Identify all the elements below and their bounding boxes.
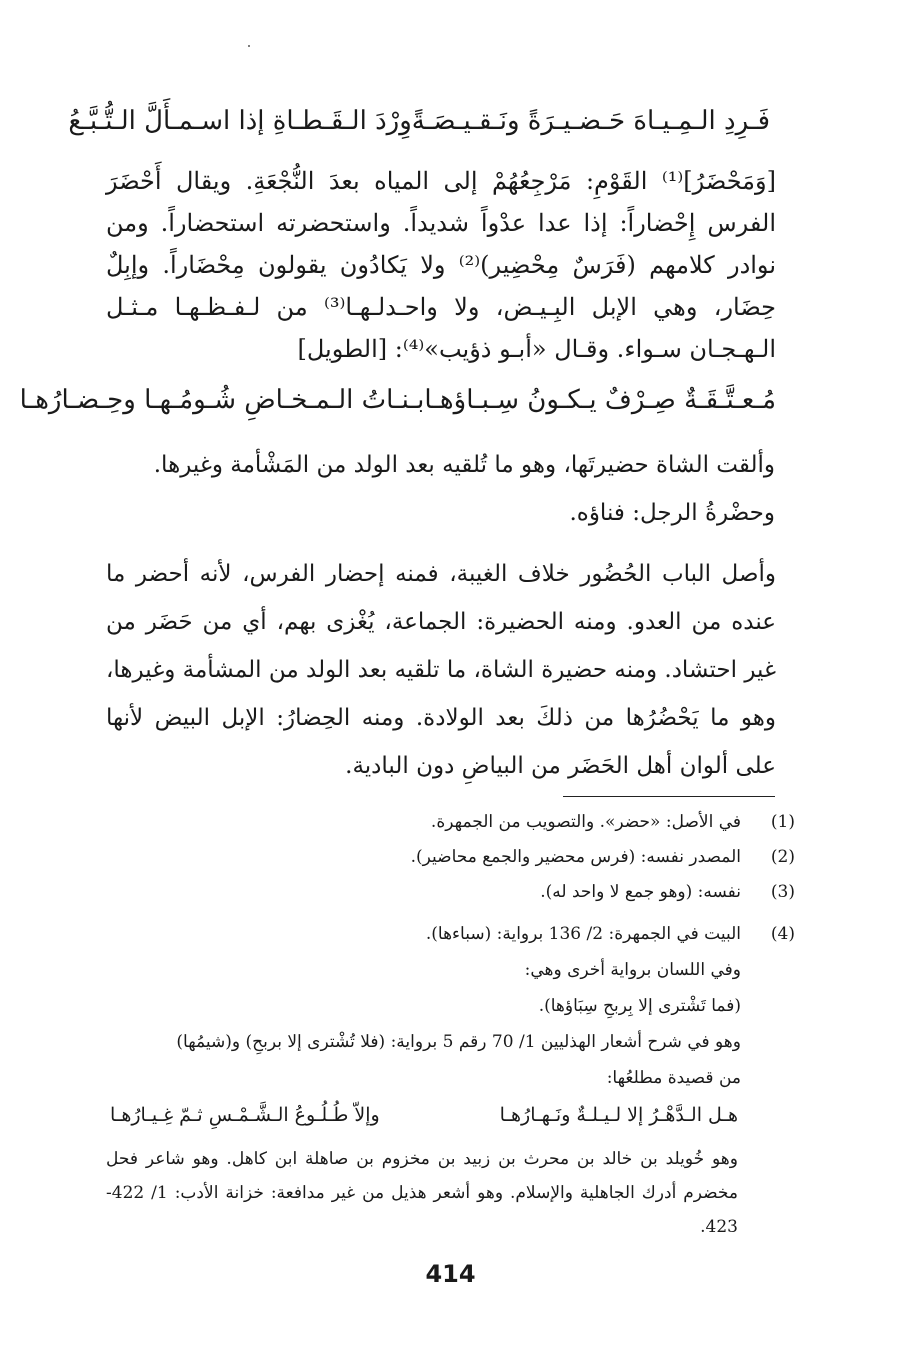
footnote-3 — [540, 882, 795, 902]
paragraph-1 — [106, 160, 776, 370]
footnote-3-number: (3) — [770, 882, 795, 902]
footnote-1 — [431, 812, 795, 832]
verse-2-left-hemistich: بـنـاتُ الـمـخـاضِ شُـومُـهـا وحِـضـارُهـا — [19, 385, 425, 415]
text-line-shat: وألقت الشاة حضيرتَها، وهو ما تُلقيه بعد الولد من المَشْأمة وغيرها. — [153, 452, 775, 478]
paragraph-1-text: [وَمَحْضَرُ]⁽¹⁾ القَوْمِ: مَرْجِعُهُمْ إلى المياه بعدَ النُّجْعَةِ. ويقال أَحْضَرَ الفرس إِحْضاراً: إذا عدا عدْواً شديداً. واستحضرته استحضاراً. ومن نوادر كلامهم (فَرَسٌ مِحْضِير)⁽²⁾ ولا يَكادُون يقولون مِحْضَاراً. وإبِلٌ حِضَار، وهي الإبل البِـيـض، ولا واحـدلـهـا⁽³⁾ من لـفـظـهـا مـثـل الـهـجـان سـواء. وقـال «أبـو ذؤيب»⁽⁴⁾: [الطويل] — [106, 167, 776, 363]
verse-2-right-hemistich: مُـعـتَّـقَـةٌ صِـرْفٌ يـكـونُ سِـبـاؤهـا — [424, 385, 776, 415]
footnote-4-biography-text: وهو خُويلد بن خالد بن محرث بن زبيد بن مخزوم بن صاهلة ابن كاهل. وهو شاعر فحل مخضرم أدرك الجاهلية والإسلام. وهو أشعر هذيل من غير مدافعة: خزانة الأدب: 1/ 422- 423. — [106, 1149, 738, 1237]
footnote-4-biography — [106, 1142, 738, 1244]
footnote-separator — [563, 796, 775, 797]
footnote-2-text: المصدر نفسه: (فرس محضير والجمع محاضير). — [410, 847, 741, 867]
footnote-4-line-3: وهو في شرح أشعار الهذليين 1/ 70 رقم 5 برواية: (فلا تُشْترى إلا بربحِ) و(شيمُها) — [176, 1032, 741, 1052]
footnote-verse — [110, 1104, 738, 1126]
text-line-hadra: وحضْرةُ الرجل: فناؤه. — [569, 500, 775, 526]
verse-1-left-hemistich: وِرْدَ الـقَـطـاةِ إذا اسـمـأَلَّ الـتُّـبَّـعُ — [68, 106, 412, 136]
paragraph-2 — [106, 550, 776, 790]
verse-line-1 — [68, 106, 770, 136]
footnote-4-line-4: من قصيدة مطلعُها: — [606, 1068, 741, 1088]
footnote-4-line-1: وفي اللسان برواية أخرى وهي: — [524, 960, 741, 980]
footnote-2 — [411, 847, 795, 867]
scan-speck — [248, 45, 250, 47]
footnote-1-number: (1) — [770, 812, 795, 832]
footnote-4-text: البيت في الجمهرة: 2/ 136 برواية: (سباءها). — [425, 924, 741, 944]
footnote-verse-left-hemistich: وإلاّ طُـلُـوعُ الـشَّـمْـسِ ثـمّ غِـيـارُهـا — [110, 1104, 380, 1126]
footnote-3-text: نفسه: (وهو جمع لا واحد له). — [540, 882, 741, 902]
verse-line-2 — [19, 385, 776, 415]
paragraph-2-text: وأصل الباب الحُضُور خلاف الغيبة، فمنه إحضار الفرس، لأنه أحضر ما عنده من العدو. ومنه الحضيرة: الجماعة، يُغْزى بهم، أي من حَضَر من غير احتشاد. ومنه حضيرة الشاة، ما تلقيه بعد الولد من المشأمة وغيرها، وهو ما يَحْضُرُها من ذلكَ بعد الولادة. ومنه الحِضارُ: الإبل البيض لأنها على ألوان أهل الحَضَر من البياضِ دون البادية. — [106, 561, 776, 779]
footnote-1-text: في الأصل: «حضر». والتصويب من الجمهرة. — [430, 812, 741, 832]
footnote-4-line-2: (فما تَشْترى إلا بِربحِ سِبَاؤها). — [538, 996, 741, 1016]
verse-1-right-hemistich: فَـرِدِ الـمِـيـاهَ حَـضـيـرَةً ونَـقـيـصَـةً — [411, 106, 770, 136]
footnote-4-number: (4) — [770, 924, 795, 944]
footnote-2-number: (2) — [770, 847, 795, 867]
page-number: 414 — [425, 1260, 476, 1288]
footnote-verse-right-hemistich: هـل الـدَّهْـرُ إلا لـيـلـةٌ ونَـهـارُهـا — [499, 1104, 738, 1126]
footnote-4 — [426, 924, 795, 944]
